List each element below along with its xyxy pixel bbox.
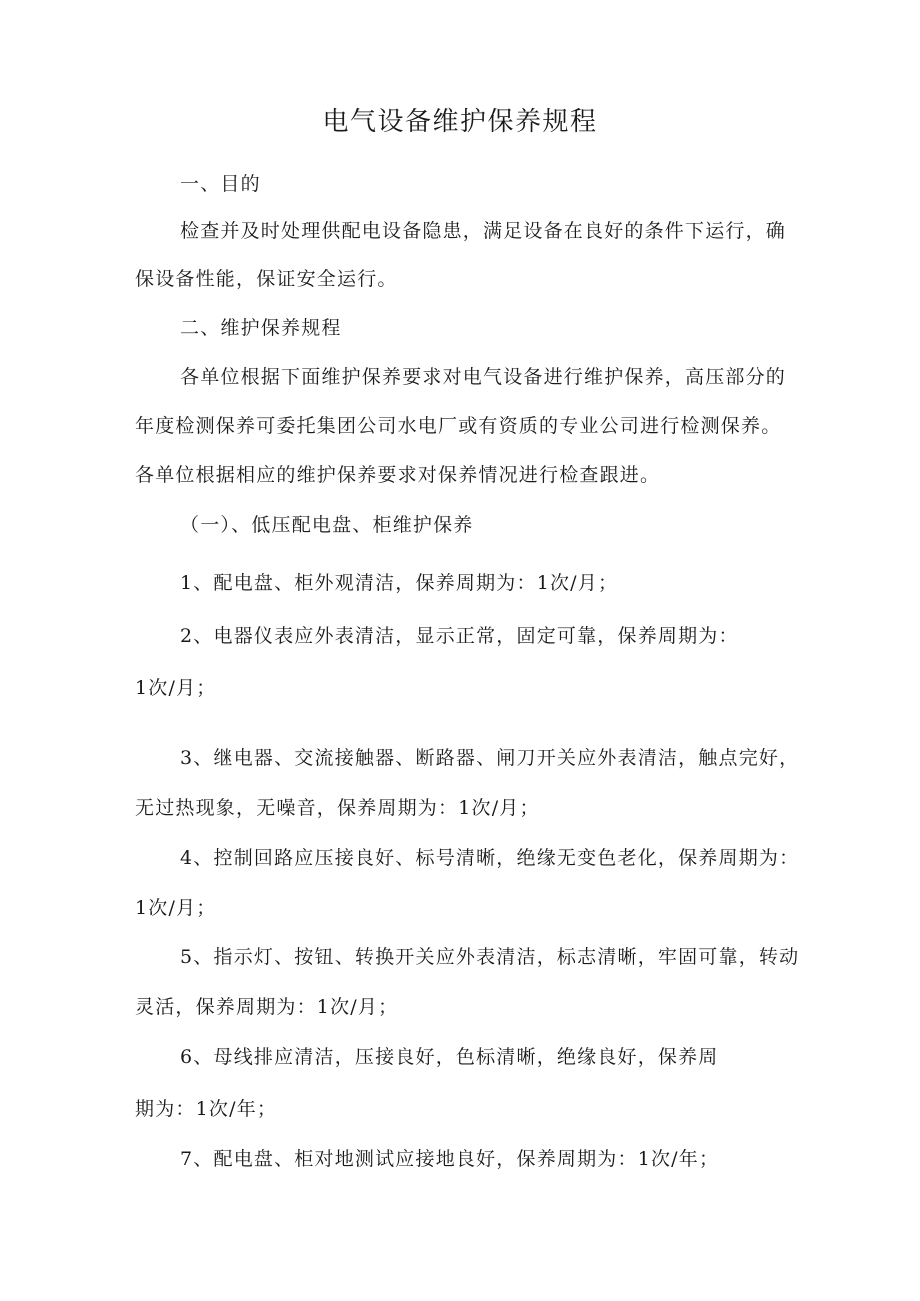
list-item: 4、控制回路应压接良好、标号清晰，绝缘无变色老化，保养周期为： — [180, 847, 800, 869]
list-item: 2、电器仪表应外表清洁，显示正常，固定可靠，保养周期为： — [180, 625, 739, 647]
section-heading-purpose: 一、目的 — [180, 173, 261, 195]
document-title: 电气设备维护保养规程 — [322, 107, 598, 137]
paragraph-line: 各单位根据下面维护保养要求对电气设备进行维护保养，高压部分的 — [180, 366, 787, 388]
paragraph-line: 各单位根据相应的维护保养要求对保养情况进行检查跟进。 — [135, 464, 661, 486]
list-item: 1、配电盘、柜外观清洁，保养周期为：1次/月； — [180, 572, 619, 594]
list-item: 6、母线排应清洁，压接良好，色标清晰，绝缘良好，保养周 — [180, 1046, 719, 1068]
list-item-continuation: 期为：1次/年； — [135, 1098, 278, 1120]
list-item: 3、继电器、交流接触器、断路器、闸刀开关应外表清洁，触点完好， — [180, 747, 800, 769]
list-item-continuation: 灵活，保养周期为：1次/月； — [135, 996, 399, 1018]
paragraph-line: 保设备性能，保证安全运行。 — [135, 268, 398, 290]
list-item: 5、指示灯、按钮、转换开关应外表清洁，标志清晰，牢固可靠，转动 — [180, 946, 800, 968]
paragraph-line: 年度检测保养可委托集团公司水电厂或有资质的专业公司进行检测保养。 — [135, 415, 782, 437]
list-item: 7、配电盘、柜对地测试应接地良好，保养周期为：1次/年； — [180, 1148, 720, 1170]
list-item-continuation: 无过热现象，无噪音，保养周期为：1次/月； — [135, 797, 540, 819]
section-heading-rules: 二、维护保养规程 — [180, 317, 342, 339]
subsection-heading: （一）、低压配电盘、柜维护保养 — [180, 514, 474, 536]
list-item-continuation: 1次/月； — [135, 677, 217, 699]
list-item-continuation: 1次/月； — [135, 897, 217, 919]
paragraph-line: 检查并及时处理供配电设备隐患，满足设备在良好的条件下运行，确 — [180, 220, 787, 242]
